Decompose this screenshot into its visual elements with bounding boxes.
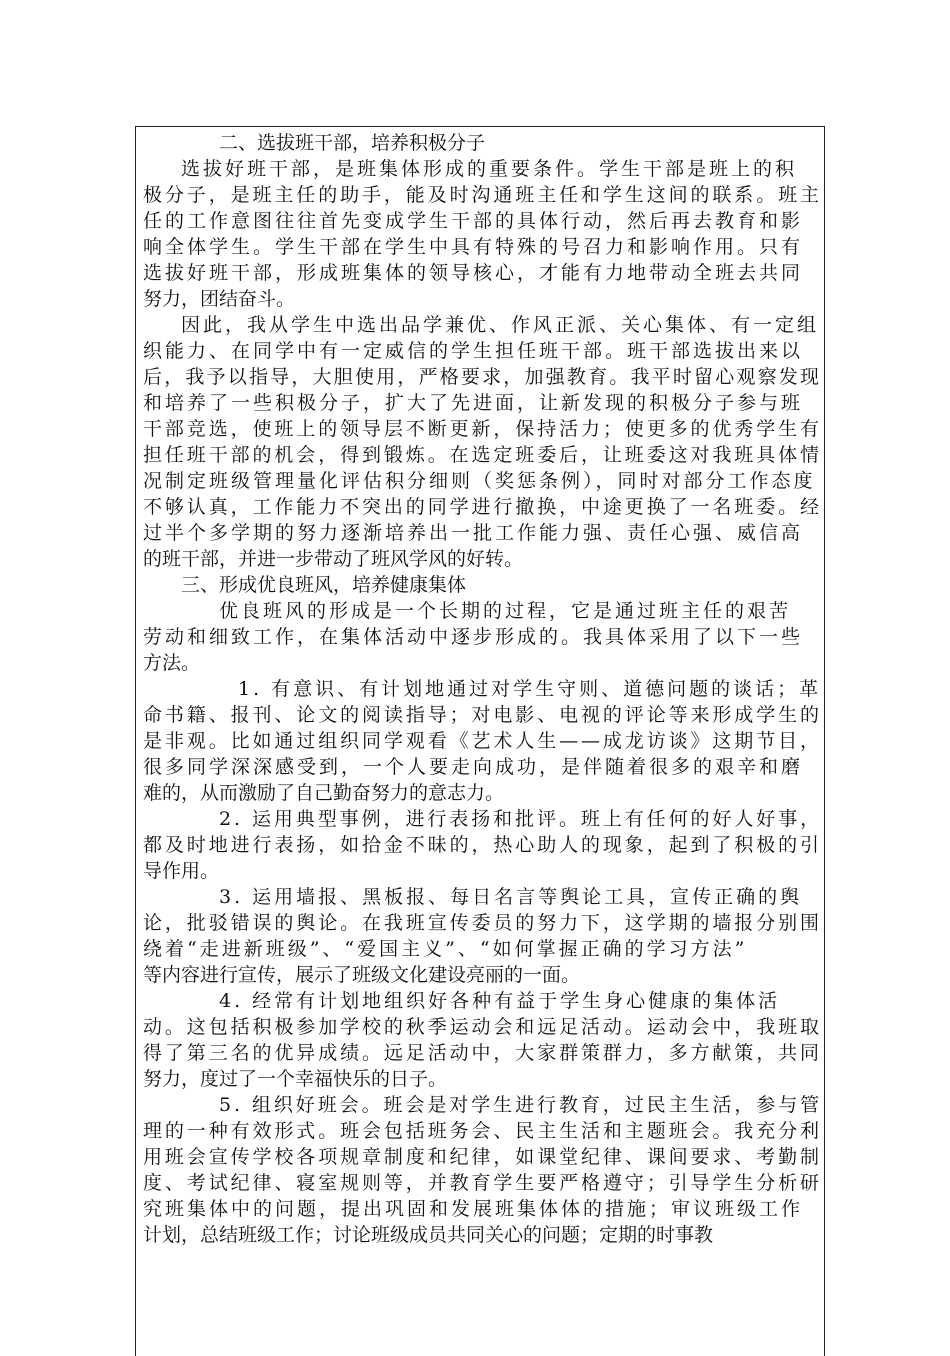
text-line: 极分子，是班主任的助手，能及时沟通班主任和学生这间的联系。班主 (143, 184, 822, 206)
text-line: 选拔好班干部，形成班集体的领导核心，才能有力地带动全班去共同 (143, 262, 804, 284)
text-line: 都及时地进行表扬，如拾金不昧的，热心助人的现象，起到了积极的引 (143, 834, 822, 856)
text-line: 劳动和细致工作，在集体活动中逐步形成的。我具体采用了以下一些 (143, 626, 804, 648)
text-line: 绕着“走进新班级”、“爱国主义”、“如何掌握正确的学习方法” (143, 938, 748, 960)
text-line: 导作用。 (143, 860, 220, 882)
text-line: 后，我予以指导，大胆使用，严格要求，加强教育。我平时留心观察发现 (143, 366, 822, 388)
text-line: 三、形成优良班风，培养健康集体 (181, 574, 467, 596)
text-line: 等内容进行宣传，展示了班级文化建设亮丽的一面。 (143, 964, 581, 986)
text-line: 况制定班级管理量化评估积分细则（奖惩条例），同时对部分工作态度 (143, 470, 816, 492)
text-line: 2. 运用典型事例，进行表扬和批评。班上有任何的好人好事， (219, 808, 823, 830)
text-line: 因此，我从学生中选出品学兼优、作风正派、关心集体、有一定组 (181, 314, 820, 336)
text-line: 3. 运用墙报、黑板报、每日名言等舆论工具，宣传正确的舆 (219, 886, 803, 908)
text-line: 担任班干部的机会，得到锻炼。在选定班委后，让班委这对我班具体情 (143, 444, 822, 466)
text-line: 计划，总结班级工作；讨论班级成员共同关心的问题；定期的时事教 (143, 1224, 714, 1246)
text-line: 命书籍、报刊、论文的阅读指导；对电影、电视的评论等来形成学生的 (143, 704, 822, 726)
text-line: 的班干部，并进一步带动了班风学风的好转。 (143, 548, 524, 570)
text-line: 很多同学深深感受到，一个人要走向成功，是伴随着很多的艰辛和磨 (143, 756, 804, 778)
text-line: 论，批驳错误的舆论。在我班宣传委员的努力下，这学期的墙报分别围 (143, 912, 822, 934)
text-line: 不够认真，工作能力不突出的同学进行撤换，中途更换了一名班委。经 (143, 496, 822, 518)
text-line: 努力，度过了一个幸福快乐的日子。 (143, 1068, 448, 1090)
text-line: 过半个多学期的努力逐渐培养出一批工作能力强、责任心强、威信高 (143, 522, 804, 544)
text-line: 二、选拔班干部，培养积极分子 (219, 132, 486, 154)
text-line: 动。这包括积极参加学校的秋季运动会和远足活动。运动会中，我班取 (143, 1016, 822, 1038)
text-line: 任的工作意图往往首先变成学生干部的具体行动，然后再去教育和影 (143, 210, 804, 232)
text-line: 努力，团结奋斗。 (143, 288, 296, 310)
text-line: 优良班风的形成是一个长期的过程，它是通过班主任的艰苦 (219, 600, 792, 622)
text-line: 是非观。比如通过组织同学观看《艺术人生——成龙访谈》这期节目， (143, 730, 822, 752)
text-line: 难的，从而激励了自己勤奋努力的意志力。 (143, 782, 505, 804)
text-line: 方法。 (143, 652, 201, 674)
text-line: 4. 经常有计划地组织好各种有益于学生身心健康的集体活 (219, 990, 781, 1012)
text-line: 得了第三名的优异成绩。远足活动中，大家群策群力，多方献策，共同 (143, 1042, 822, 1064)
text-line: 理的一种有效形式。班会包括班务会、民主生活和主题班会。我充分利 (143, 1120, 822, 1142)
text-line: 究班集体中的问题，提出巩固和发展班集体体的措施；审议班级工作 (143, 1198, 804, 1220)
text-line: 织能力、在同学中有一定威信的学生担任班干部。班干部选拔出来以 (143, 340, 804, 362)
text-line: 和培养了一些积极分子，扩大了先进面，让新发现的积极分子参与班 (143, 392, 804, 414)
text-line: 5. 组织好班会。班会是对学生进行教育，过民主生活，参与管 (219, 1094, 823, 1116)
text-line: 干部竞选，使班上的领导层不断更新，保持活力；使更多的优秀学生有 (143, 418, 822, 440)
text-line: 用班会宣传学校各项规章制度和纪律，如课堂纪律、课间要求、考勤制 (143, 1146, 822, 1168)
text-line: 1. 有意识、有计划地通过对学生守则、道德问题的谈话；革 (238, 678, 822, 700)
text-line: 响全体学生。学生干部在学生中具有特殊的号召力和影响作用。只有 (143, 236, 804, 258)
text-line: 选拔好班干部，是班集体形成的重要条件。学生干部是班上的积 (181, 158, 798, 180)
text-line: 度、考试纪律、寝室规则等，并教育学生要严格遵守；引导学生分析研 (143, 1172, 822, 1194)
